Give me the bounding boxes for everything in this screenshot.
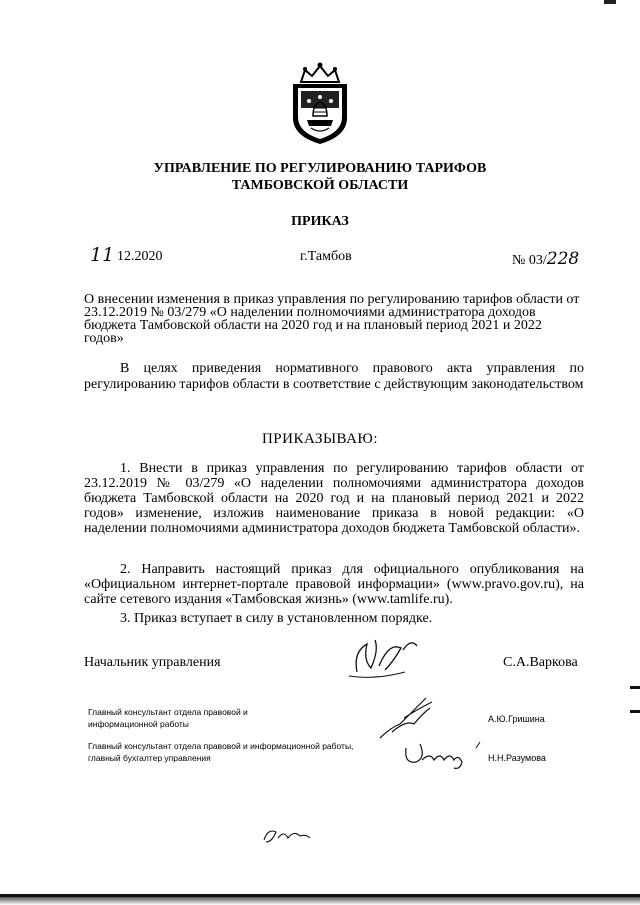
date-handwritten: 11 <box>90 244 115 266</box>
approval-name-2: Н.Н.Разумова <box>488 753 546 763</box>
subject: О внесении изменения в приказ управления по регулированию тарифов области от 23.12.2019 № 03/279 «О наделении полномочиями администратора доходов бюджета Тамбовской области на 2020 год и на плановый период 2021 и 2022 годов» <box>84 292 580 346</box>
org-line-2: ТАМБОВСКОЙ ОБЛАСТИ <box>231 178 409 193</box>
scan-edge-mark <box>630 686 640 689</box>
order-number-prefix: № 03/ <box>512 253 547 268</box>
document-type: ПРИКАЗ <box>291 214 349 229</box>
approval-position-1: Главный консультант отдела правовой и информационной работы <box>88 707 248 729</box>
handwritten-signature <box>345 632 435 682</box>
order-number <box>512 249 579 269</box>
approval-signature-2 <box>400 734 490 774</box>
handwritten-initials <box>258 820 318 850</box>
order-item-1: 1. Внести в приказ управления по регулированию тарифов области от 23.12.2019 № 03/279 «О наделении полномочиями администратора доходов бюджета Тамбовской области на 2020 год и на плановый период 2021 и 2022 годов» изменение, изложив наименование приказа в новой редакции: «О наделении полномочиями администратора доходов бюджета Тамбовской области». <box>84 461 584 536</box>
org-line-1: УПРАВЛЕНИЕ ПО РЕГУЛИРОВАНИЮ ТАРИФОВ <box>153 161 487 176</box>
coat-of-arms-emblem <box>285 60 355 148</box>
scan-edge-mark <box>630 710 640 713</box>
order-item-2: 2. Направить настоящий приказ для официального опубликования на «Официальном интернет-портале правовой информации» (www.pravo.gov.ru), на сайте сетевого издания «Тамбовская жизнь» (www.tamlife.ru). <box>84 562 584 607</box>
city: г.Тамбов <box>300 249 352 264</box>
scan-bottom-shadow <box>0 897 640 905</box>
organization-name <box>0 160 640 194</box>
signature-position: Начальник управления <box>84 655 221 670</box>
order-word: ПРИКАЗЫВАЮ: <box>261 431 379 447</box>
approval-name-1: А.Ю.Гришина <box>488 714 545 724</box>
order-number-handwritten: 228 <box>546 249 580 269</box>
signature-name: С.А.Варкова <box>503 655 578 670</box>
order-item-3: 3. Приказ вступает в силу в установленном порядке. <box>120 611 433 626</box>
preamble: В целях приведения нормативного правового акта управления по регулированию тарифов области в соответствие с действующим законодательством <box>84 361 584 392</box>
approval-position-2: Главный консультант отдела правовой и информационной работы, главный бухгалтер управления <box>88 741 354 763</box>
date-printed: 12.2020 <box>117 249 163 264</box>
scan-edge-mark <box>604 0 616 4</box>
